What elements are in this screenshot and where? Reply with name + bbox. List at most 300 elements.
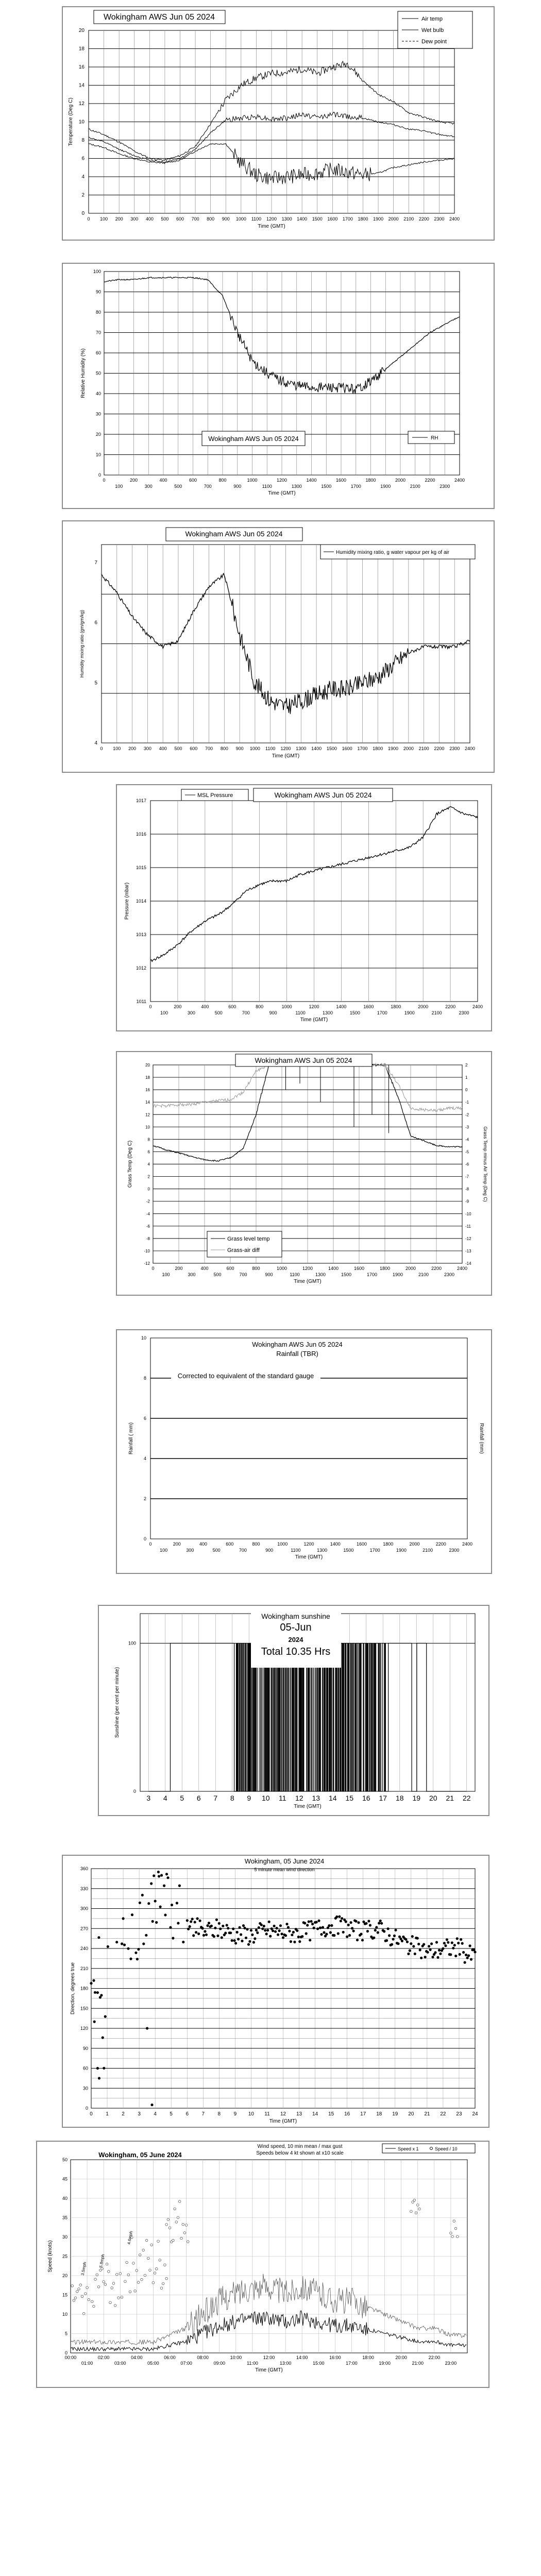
speed-scaled-point — [162, 2282, 164, 2285]
pressure-ylabel: Pressure (mbar) — [124, 882, 130, 920]
wind-point — [422, 1943, 425, 1945]
speed-scaled-point — [94, 2278, 97, 2281]
speed-scaled-point — [144, 2274, 146, 2277]
speed-scaled-point — [154, 2272, 156, 2275]
wind-point — [319, 1926, 322, 1929]
wind-point — [373, 1937, 375, 1939]
wind-point — [366, 1930, 369, 1933]
rh-legend-label: RH — [431, 435, 438, 441]
wind-point — [360, 1933, 362, 1935]
wind-point — [256, 1931, 259, 1934]
grass-xtick: 2100 — [418, 1272, 429, 1277]
wind-xtick: 9 — [233, 2111, 237, 2117]
wind-point — [98, 2077, 100, 2079]
speed-scaled-point — [127, 2274, 130, 2276]
speed-scaled-point — [126, 2261, 128, 2264]
temp-xtick: 700 — [191, 216, 199, 222]
rain-xtick: 400 — [199, 1541, 208, 1547]
grass-legend-label: Grass level temp — [227, 1236, 270, 1242]
wind-point — [414, 1953, 416, 1955]
wind-point — [296, 1929, 298, 1932]
wind-point — [165, 1873, 168, 1875]
wind-point — [348, 1934, 351, 1937]
wind-point — [297, 1936, 300, 1938]
wind-point — [94, 1991, 96, 1994]
wind-ytick: 90 — [82, 2045, 88, 2051]
wind-point — [446, 1938, 448, 1941]
rain-ytick: 4 — [143, 1456, 146, 1461]
wind-point — [301, 1935, 303, 1938]
wind-xtick: 17 — [360, 2111, 366, 2117]
wind-ytick: 180 — [80, 1986, 88, 1991]
speed-scaled-point — [93, 2305, 95, 2308]
wind-point — [104, 2015, 107, 2018]
rh-xtick: 2000 — [395, 478, 406, 483]
grass-xtick: 2000 — [405, 1266, 416, 1271]
speed-annotation: 5.8mph — [98, 2253, 106, 2268]
rain-xtick: 700 — [239, 1548, 247, 1553]
wind-point — [374, 1929, 377, 1931]
speed-xtick: 01:00 — [81, 2361, 93, 2366]
wind-point — [305, 1932, 308, 1935]
speed-scaled-point — [172, 2239, 175, 2242]
speed-scaled-point — [79, 2284, 82, 2286]
wind-point — [315, 1921, 318, 1923]
grass-xtick: 500 — [213, 1272, 222, 1277]
pressure-xtick: 1600 — [363, 1004, 374, 1009]
speed-xtick: 14:00 — [296, 2355, 308, 2360]
rain-xtick: 1200 — [303, 1541, 314, 1547]
grass-ytick: 18 — [145, 1075, 150, 1080]
wind-point — [139, 1902, 141, 1904]
wind-point — [394, 1929, 397, 1931]
rh-ylabel: Relative Humidity (%) — [80, 348, 86, 398]
wind-point — [134, 1952, 137, 1954]
rain-plot-area — [150, 1338, 467, 1539]
wind-point — [137, 1948, 140, 1951]
mix-xtick: 300 — [143, 746, 151, 751]
temp-xtick: 1900 — [373, 216, 384, 222]
wind-point — [291, 1934, 293, 1936]
rh-xtick: 900 — [233, 484, 242, 489]
wind-point — [322, 1926, 324, 1928]
mix-xtick: 700 — [205, 746, 213, 751]
speed-xtick: 21:00 — [412, 2361, 424, 2366]
wind-xtick: 0 — [90, 2111, 93, 2117]
speed-scaled-point — [124, 2280, 127, 2283]
speed-xtick: 10:00 — [230, 2355, 242, 2360]
temp-legend-label: Dew point — [421, 39, 447, 45]
wind-point — [164, 1913, 166, 1916]
mix-xtick: 2100 — [418, 746, 429, 751]
temp-xtick: 900 — [222, 216, 230, 222]
wind-point — [341, 1917, 343, 1920]
wind-point — [102, 2036, 104, 2039]
speed-xtick: 23:00 — [445, 2361, 457, 2366]
speed-scaled-point — [177, 2216, 179, 2219]
speed-scaled-point — [157, 2240, 160, 2243]
mix-xtick: 100 — [113, 746, 121, 751]
sun-xtick: 8 — [230, 1794, 234, 1802]
temperature-chart — [63, 7, 496, 242]
wind-ytick: 60 — [82, 2065, 88, 2071]
grass-y2tick: -3 — [465, 1125, 469, 1130]
mix-xtick: 1500 — [326, 746, 337, 751]
wind-point — [342, 1931, 345, 1934]
speed-scaled-point — [96, 2274, 98, 2276]
grass-xtick: 300 — [188, 1272, 196, 1277]
speed-ytick: 5 — [64, 2331, 67, 2336]
speed-ytick: 40 — [62, 2196, 67, 2201]
wind-point — [246, 1928, 248, 1930]
pressure-xtick: 0 — [149, 1004, 152, 1009]
wind-point — [317, 1920, 320, 1922]
wind-point — [407, 1953, 410, 1955]
wind-point — [147, 1902, 150, 1905]
wind-point — [313, 1927, 315, 1929]
speed-xtick: 02:00 — [97, 2355, 110, 2360]
wind-point — [186, 1919, 189, 1922]
speed-scaled-point — [106, 2263, 108, 2265]
temp-xtick: 2400 — [449, 216, 460, 222]
wind-point — [129, 1958, 132, 1960]
wind-xtick: 4 — [154, 2111, 157, 2117]
wind-point — [424, 1956, 427, 1958]
sun-xtick: 10 — [261, 1794, 270, 1802]
wind-point — [428, 1945, 430, 1947]
wind-ytick: 210 — [80, 1965, 88, 1971]
wind-point — [285, 1923, 288, 1925]
speed-scaled-point — [149, 2269, 151, 2272]
temp-xtick: 2100 — [403, 216, 414, 222]
sun-xtick: 11 — [278, 1794, 286, 1802]
wind-point — [196, 1917, 199, 1920]
sun-xtick: 14 — [328, 1794, 337, 1802]
wind-point — [351, 1927, 353, 1929]
speed-scaled-point — [112, 2282, 115, 2285]
wind-point — [401, 1940, 403, 1942]
wind-point — [392, 1938, 395, 1940]
rain-xtick: 1300 — [317, 1548, 328, 1553]
speed-ytick: 20 — [62, 2273, 67, 2278]
pressure-legend-label: MSL Pressure — [197, 792, 233, 799]
wind-point — [123, 1943, 126, 1946]
rain-ylabel: Rainfall ( mm) — [128, 1422, 134, 1455]
grass-title: Wokingham AWS Jun 05 2024 — [255, 1056, 352, 1064]
speed-annotation: 3.5mph — [80, 2261, 88, 2276]
temp-xtick: 500 — [161, 216, 169, 222]
sun-xtick: 18 — [395, 1794, 404, 1802]
pressure-xtick: 1800 — [391, 1004, 401, 1009]
grass-xlabel: Time (GMT) — [294, 1279, 322, 1284]
sun-title: Wokingham sunshine — [261, 1612, 330, 1620]
wind-speed-chart — [37, 2142, 491, 2389]
wind-point — [191, 1918, 194, 1920]
temp-xtick: 2000 — [388, 216, 399, 222]
wind-point — [107, 1945, 109, 1948]
wind-point — [131, 1913, 133, 1916]
wind-point — [316, 1927, 319, 1930]
wind-point — [232, 1927, 234, 1930]
wind-point — [97, 1936, 100, 1939]
rain-ytick: 2 — [143, 1496, 146, 1501]
rain-subtitle: Rainfall (TBR) — [276, 1350, 318, 1358]
pressure-xtick: 1700 — [377, 1010, 387, 1015]
grass-xtick: 700 — [239, 1272, 247, 1277]
pressure-ytick: 1015 — [136, 865, 146, 870]
grass-xtick: 1300 — [315, 1272, 326, 1277]
pressure-xtick: 2000 — [418, 1004, 429, 1009]
pressure-xtick: 500 — [214, 1010, 223, 1015]
wind-ytick: 300 — [80, 1906, 88, 1911]
rh-xtick: 1000 — [247, 478, 258, 483]
grass-xtick: 1900 — [392, 1272, 403, 1277]
speed-scaled-point — [136, 2269, 138, 2272]
grass-ytick: 10 — [145, 1125, 150, 1130]
wind-point — [460, 1938, 462, 1941]
wind-point — [187, 1928, 190, 1930]
wind-point — [292, 1931, 295, 1934]
rh-xtick: 2100 — [410, 484, 420, 489]
mix-xtick: 600 — [190, 746, 198, 751]
rain-xtick: 0 — [149, 1541, 152, 1547]
wind-point — [172, 1937, 174, 1939]
wind-point — [266, 1929, 269, 1931]
rh-xtick: 800 — [218, 478, 227, 483]
wind-point — [233, 1939, 236, 1942]
speed-scaled-point — [175, 2221, 178, 2224]
wind-point — [115, 1941, 118, 1943]
wind-point — [284, 1934, 287, 1937]
pressure-xtick: 1400 — [336, 1004, 347, 1009]
wind-point — [210, 1925, 213, 1927]
grass-xtick: 2400 — [457, 1266, 468, 1271]
rain-xtick: 300 — [186, 1548, 194, 1553]
wind-point — [469, 1944, 471, 1947]
wind-point — [361, 1939, 364, 1941]
temp-ytick: 12 — [78, 101, 84, 107]
temp-xtick: 1000 — [235, 216, 246, 222]
wind-point — [388, 1934, 391, 1937]
grass-y2tick: -1 — [465, 1100, 469, 1105]
wind-xtick: 7 — [201, 2111, 205, 2117]
wind-point — [157, 1871, 160, 1873]
wind-xtick: 22 — [440, 2111, 446, 2117]
temp-ytick: 0 — [81, 211, 84, 216]
speed-scaled-point — [160, 2287, 163, 2290]
mix-xtick: 800 — [220, 746, 228, 751]
speed-xtick: 09:00 — [213, 2361, 226, 2366]
wind-point — [436, 1956, 439, 1959]
wind-point — [197, 1933, 200, 1935]
wind-point — [320, 1933, 323, 1936]
wind-point — [325, 1933, 328, 1936]
mix-xtick: 1100 — [265, 746, 276, 751]
wind-point — [431, 1956, 434, 1958]
temp-ytick: 8 — [81, 138, 84, 143]
wind-point — [333, 1934, 335, 1937]
speed-scaled-point — [180, 2237, 183, 2240]
wind-xtick: 19 — [392, 2111, 398, 2117]
rain-xtick: 1400 — [330, 1541, 341, 1547]
speed-scaled-point — [71, 2285, 74, 2287]
speed-scaled-point — [121, 2296, 123, 2299]
wind-point — [216, 1935, 219, 1937]
wind-point — [192, 1934, 195, 1937]
wind-point — [470, 1958, 472, 1961]
temperature-chart-panel — [62, 6, 495, 241]
wind-point — [454, 1955, 457, 1957]
speed-scaled-point — [410, 2210, 413, 2213]
grass-ytick: -2 — [146, 1199, 150, 1204]
grass-xtick: 2200 — [431, 1266, 442, 1271]
grass-y2tick: -6 — [465, 1162, 469, 1167]
humidity-chart — [63, 264, 496, 510]
rh-ytick: 90 — [95, 289, 101, 295]
speed-scaled-point — [137, 2281, 140, 2284]
wind-point — [103, 2067, 105, 2070]
pressure-ytick: 1014 — [136, 899, 146, 904]
wind-point — [227, 1927, 229, 1929]
wind-ytick: 240 — [80, 1946, 88, 1951]
mix-xtick: 1600 — [342, 746, 352, 751]
speed-xtick: 04:00 — [131, 2355, 143, 2360]
rh-ytick: 40 — [95, 391, 101, 396]
wind-xtick: 16 — [344, 2111, 350, 2117]
speed-scaled-point — [117, 2297, 120, 2299]
wind-point — [231, 1939, 233, 1942]
temp-xtick: 1100 — [251, 216, 262, 222]
wind-point — [442, 1947, 444, 1950]
grass-ytick: 14 — [145, 1100, 150, 1105]
wind-xtick: 3 — [138, 2111, 141, 2117]
temp-xtick: 1400 — [297, 216, 308, 222]
speed-scaled-point — [152, 2281, 155, 2284]
wind-point — [154, 1900, 157, 1902]
wind-point — [457, 1942, 460, 1944]
rain-ylabel2: Rainfall (mm) — [479, 1423, 484, 1454]
wind-point — [409, 1950, 411, 1952]
mix-ylabel: Humidity mixing ratio (gm/gm/kg) — [79, 609, 84, 678]
wind-point — [288, 1930, 291, 1933]
grass-xtick: 900 — [265, 1272, 273, 1277]
wind-point — [158, 1875, 160, 1877]
speed-annotation: 4.6mph — [126, 2230, 134, 2245]
wind-point — [350, 1921, 352, 1924]
rain-xtick: 1500 — [343, 1548, 354, 1553]
rh-ytick: 50 — [95, 370, 101, 376]
grass-ytick: 16 — [145, 1088, 150, 1093]
temp-xtick: 200 — [115, 216, 123, 222]
wind-point — [166, 1876, 169, 1879]
speed-scaled-point — [111, 2287, 113, 2290]
grass-xtick: 1200 — [302, 1266, 313, 1271]
wind-direction-chart-panel — [62, 1855, 489, 2128]
wind-point — [427, 1951, 429, 1954]
speed-scaled-point — [174, 2208, 176, 2210]
wind-point — [242, 1924, 245, 1927]
pressure-xtick: 200 — [174, 1004, 182, 1009]
temp-ytick: 16 — [78, 64, 84, 70]
grass-y2tick: -8 — [465, 1187, 469, 1192]
wind-ytick: 150 — [80, 2006, 88, 2011]
sun-date: 05-Jun — [280, 1622, 312, 1633]
rh-xtick: 1900 — [380, 484, 391, 489]
grass-ytick: -12 — [144, 1261, 150, 1266]
grass-y2tick: -7 — [465, 1174, 469, 1179]
wind-point — [367, 1920, 370, 1922]
wind-point — [229, 1931, 232, 1934]
rain-xtick: 1800 — [383, 1541, 394, 1547]
sun-xtick: 21 — [446, 1794, 454, 1802]
wind-point — [451, 1941, 453, 1944]
speed-xtick: 07:00 — [180, 2361, 192, 2366]
speed-scaled-point — [147, 2257, 150, 2260]
wind-point — [397, 1942, 399, 1945]
wind-xtick: 2 — [122, 2111, 125, 2117]
wind-point — [340, 1920, 342, 1922]
speed-scaled-point — [413, 2199, 416, 2201]
rain-note: Corrected to equivalent of the standard gauge — [177, 1372, 314, 1380]
wind-point — [345, 1920, 347, 1923]
speed-scaled-point — [108, 2270, 110, 2273]
grass-xtick: 1700 — [366, 1272, 378, 1277]
speed-xtick: 19:00 — [379, 2361, 391, 2366]
grass-ytick: 12 — [145, 1112, 150, 1117]
speed-xtick: 13:00 — [279, 2361, 292, 2366]
wind-point — [221, 1936, 223, 1939]
temp-ytick: 10 — [78, 119, 84, 125]
pressure-xtick: 2100 — [431, 1010, 442, 1015]
wind-point — [245, 1937, 247, 1939]
temp-ytick: 6 — [81, 156, 84, 162]
sun-xtick: 3 — [146, 1794, 151, 1802]
mix-legend-label: Humidity mixing ratio, g water vapour per kg of air — [336, 550, 450, 555]
sun-xtick: 22 — [462, 1794, 471, 1802]
sun-ytick: 0 — [133, 1789, 136, 1794]
temp-legend-label: Air temp — [421, 16, 443, 22]
wind-xtick: 20 — [408, 2111, 414, 2117]
temp-xlabel: Time (GMT) — [258, 224, 285, 229]
rain-xlabel: Time (GMT) — [295, 1554, 323, 1560]
rh-ytick: 0 — [98, 472, 101, 478]
rain-xtick: 2400 — [462, 1541, 473, 1547]
sun-year: 2024 — [288, 1636, 303, 1643]
sunshine-chart — [99, 1606, 491, 1817]
grass-ytick: 0 — [147, 1187, 150, 1192]
wind-point — [195, 1931, 197, 1934]
wind-point — [264, 1929, 266, 1931]
wind-point — [234, 1942, 237, 1944]
pressure-xtick: 1000 — [281, 1004, 292, 1009]
rh-xtick: 300 — [144, 484, 153, 489]
wind-point — [464, 1961, 466, 1964]
temp-title: Wokingham AWS Jun 05 2024 — [103, 13, 215, 22]
pressure-chart-panel — [116, 784, 492, 1031]
mix-ytick: 5 — [94, 680, 97, 686]
mix-xtick: 1000 — [249, 746, 260, 751]
rain-ytick: 0 — [143, 1536, 146, 1541]
grass-ytick: 8 — [147, 1137, 150, 1142]
speed-legend-swatch — [430, 2147, 433, 2150]
temp-xtick: 0 — [87, 216, 90, 222]
wind-point — [145, 1934, 147, 1937]
grass-ytick: -10 — [144, 1248, 150, 1253]
sun-xtick: 7 — [213, 1794, 218, 1802]
temp-xtick: 100 — [100, 216, 108, 222]
temp-ytick: 14 — [78, 82, 84, 89]
pressure-xtick: 1300 — [322, 1010, 333, 1015]
